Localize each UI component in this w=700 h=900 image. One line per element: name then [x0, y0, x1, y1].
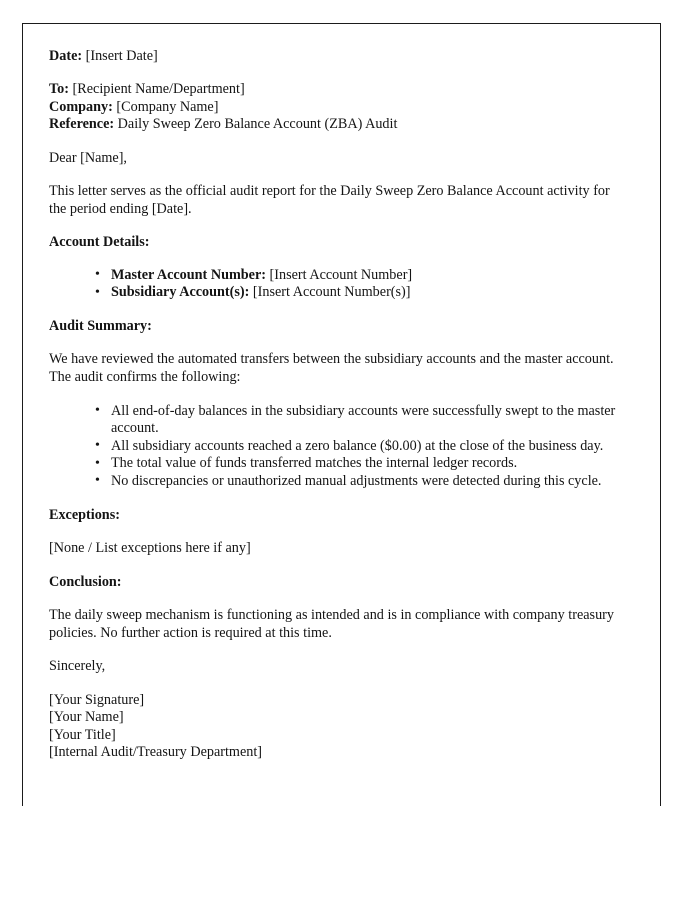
spacer: [49, 591, 630, 607]
account-details-heading: Account Details:: [49, 234, 150, 251]
spacer: [49, 218, 630, 234]
signature-line: [Your Signature]: [49, 691, 145, 708]
date-line: [49, 48, 630, 65]
list-item: • All end-of-day balances in the subsidiary accounts were successfully swept to the master account.: [95, 403, 630, 438]
signer-name-line: [Your Name]: [49, 709, 124, 726]
date-value: [Insert Date]: [85, 48, 158, 64]
list-item: [95, 267, 630, 285]
letter-header: [49, 48, 630, 65]
spacer: [49, 642, 630, 658]
spacer: [49, 676, 630, 692]
conclusion-heading: Conclusion:: [49, 573, 122, 590]
master-account-label: Master Account Number:: [111, 266, 266, 283]
audit-findings-list: [49, 403, 630, 491]
intro-paragraph: This letter serves as the official audit report for the Daily Sweep Zero Balance Account activity for the period ending [Date].: [49, 183, 610, 217]
spacer: [49, 302, 630, 318]
spacer: [49, 252, 630, 267]
exceptions-heading: Exceptions:: [49, 506, 120, 523]
signature-block: [49, 692, 630, 762]
company-value: [Company Name]: [116, 98, 219, 115]
to-value: [Recipient Name/Department]: [72, 81, 245, 98]
closing: Sincerely,: [49, 658, 106, 675]
audit-summary-heading: Audit Summary:: [49, 318, 152, 334]
subsidiary-account-value: [Insert Account Number(s)]: [252, 284, 411, 301]
spacer: [49, 387, 630, 403]
spacer: [49, 65, 630, 81]
list-item: • The total value of funds transferred matches the internal ledger records.: [95, 455, 630, 473]
reference-label: Reference:: [49, 116, 115, 133]
list-item: • All subsidiary accounts reached a zero balance ($0.00) at the close of the business day.: [95, 438, 630, 456]
spacer: [49, 558, 630, 574]
spacer: [49, 167, 630, 183]
company-line: [49, 99, 630, 116]
letter-page: [22, 23, 661, 806]
list-item: • No discrepancies or unauthorized manual adjustments were detected during this cycle.: [95, 473, 630, 491]
signer-title-line: [Your Title]: [49, 726, 116, 743]
to-line: [49, 81, 630, 98]
audit-summary-paragraph: We have reviewed the automated transfers between the subsidiary accounts and the master account. The audit confirms the following:: [49, 351, 614, 385]
reference-value: Daily Sweep Zero Balance Account (ZBA) Audit: [117, 116, 398, 133]
account-details-list: [49, 267, 630, 302]
date-label: Date:: [49, 48, 83, 64]
salutation: Dear [Name],: [49, 149, 127, 166]
company-label: Company:: [49, 98, 113, 115]
letter-body: [23, 24, 660, 761]
reference-line: [49, 116, 630, 133]
list-item: [95, 284, 630, 302]
conclusion-text: The daily sweep mechanism is functioning as intended and is in compliance with company treasury policies. No further action is required at this time.: [49, 606, 614, 641]
to-label: To:: [49, 81, 69, 98]
spacer: [49, 524, 630, 540]
signer-department-line: [Internal Audit/Treasury Department]: [49, 743, 263, 760]
subsidiary-account-label: Subsidiary Account(s):: [111, 284, 250, 301]
master-account-value: [Insert Account Number]: [269, 266, 413, 283]
spacer: [49, 335, 630, 351]
exceptions-text: [None / List exceptions here if any]: [49, 539, 251, 556]
spacer: [49, 134, 630, 150]
recipient-block: [49, 81, 630, 133]
spacer: [49, 491, 630, 507]
